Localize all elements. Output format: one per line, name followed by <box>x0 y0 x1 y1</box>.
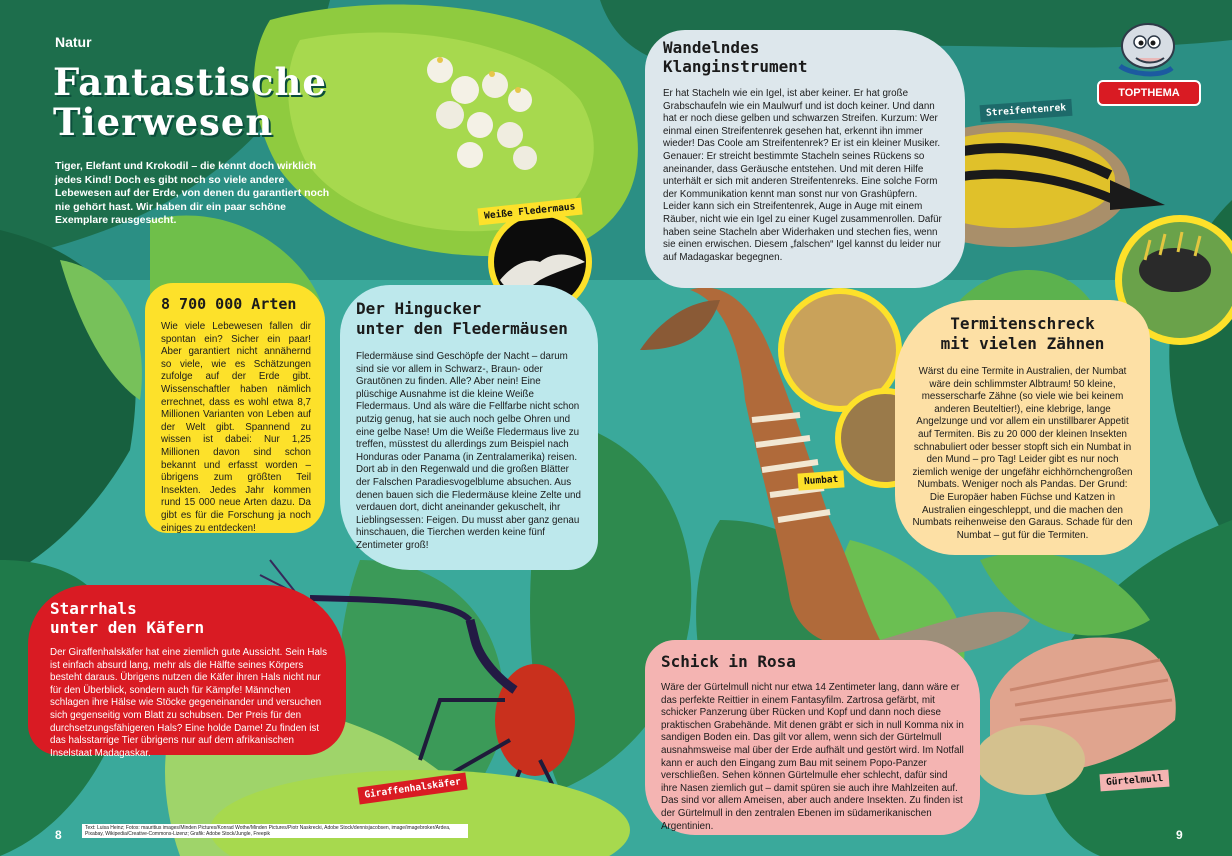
label-streifentenrek: Streifentenrek <box>980 99 1073 122</box>
section-tag: Natur <box>55 34 92 50</box>
page-title-line1: Fantastische <box>53 60 327 104</box>
kaefer-box <box>28 585 346 759</box>
label-giraffenhalskaefer: Giraffenhalskäfer <box>357 772 468 804</box>
topthema-badge: TOPTHEMA <box>1097 80 1201 106</box>
kaefer-title-line2: unter den Käfern <box>50 618 205 637</box>
fledermaus-text: Fledermäuse sind Geschöpfe der Nacht – darum sind sie vor allem in Schwarz-, Braun- oder Grautönen zu finden. Alle? Aber nein! Eine plüschige Ausnahme ist die kleine Weiße Fledermaus. Und als wäre die Fellfarbe nicht schon putzig genug, hat sie auch noch gelbe Ohren und eine gelbe Nase! Um die Weiße Fledermaus live zu treffen, müsstest du allerdings zum Beispiel nach Honduras oder Panama (in Zentralamerika) reisen. Dort ab in den Regenwald und die großen Blätter der Falschen Paradiesvogelblume absuchen. Aus denen bauen sich die Fledermäuse kleine Zelte und verdauen dort, dicht aneinander gekuschelt, ihr Lieblingsessen: Feigen. Du musst aber ganz genau hinschauen, die Tierchen werden keine fünf Zentimeter groß! <box>356 351 581 551</box>
kaefer-text: Der Giraffenhalskäfer hat eine ziemlich gute Aussicht. Sein Hals ist einfach absurd lang, mehr als die Hälfte seines Körpers besteht daraus. Übrigens nutzen die Käfer ihren Hals nicht nur für den Überblick, sondern auch für Kämpfe! Männchen schlagen ihre Hälse wie Stöcke gegeneinander und versuchen sich gegenseitig vom Blatt zu schubsen. Der Preis für den durchsetzungsfähigeren Hals? Eine holde Dame! Zu finden ist das halsstarrige Tier übrigens nur auf dem afrikanischen Inselstaat Madagaskar. <box>50 647 327 759</box>
page-title-line2: Tierwesen <box>53 100 274 144</box>
numbat-text: Wärst du eine Termite in Australien, der Numbat wäre dein schlimmster Albtraum! 50 kleine, messerscharfe Zähne (so viele wie bei keinem anderen Beuteltier!), eine klebrige, lange Angelzunge und vor allem ein unstillbarer Appetit auf Termiten. Bis zu 20 000 der kleinen Insekten schnabuliert oder besser stopft sich ein Numbat in den Mund – pro Tag! Leider gibt es nur noch ziemlich wenige der ungefähr eichhörnchengroßen Numbats. Weniger noch als Pandas. Der Grund: Die Europäer haben Füchse und Katzen in Australien eingeschleppt, und die machen den Numbats reihenweise den Garaus. Schade für den Numbat – gut für die Termiten. <box>912 366 1133 541</box>
streifentenrek-title-line1: Wandelndes <box>663 38 760 57</box>
arten-title: 8 700 000 Arten <box>161 295 297 313</box>
page-number-right: 9 <box>1176 828 1183 842</box>
kaefer-title-line1: Starrhals <box>50 599 137 618</box>
arten-text: Wie viele Lebewesen fallen dir spontan ein? Sicher ein paar! Aber garantiert nicht annähernd so viele, wie es Schätzungen zufolge auf der Erde gibt. Wissenschaftler haben nämlich errechnet, dass es wohl etwa 8,7 Millionen Varianten von Leben auf der Welt gibt. Spannend zu wissen ist dabei: Nur 1,25 Millionen davon sind schon bekannt und erfasst worden – übrigens zum größten Teil Insekten. Jedes Jahr kommen rund 15 000 neue Arten dazu. Da gibt es für die Forschung ja noch einiges zu entdecken! <box>161 321 311 534</box>
numbat-title-line2: mit vielen Zähnen <box>940 334 1105 353</box>
guertelmull-text: Wäre der Gürtelmull nicht nur etwa 14 Zentimeter lang, dann wäre er das perfekte Reittier in einem Fantasyfilm. Zartrosa gefärbt, mit schicker Panzerung über Rücken und Kopf und dann noch diese praktischen Grabehände. Mit denen gräbt er sich in null Komma nix in sandigen Boden ein. Das gilt vor allem, wenn sich der Gürtelmull ausnahmsweise mal über der Erde aufhält und gestört wird. Im Notfall kann er auch den Eingang zum Bau mit seinem Popo-Panzer verschließen. Sehen können Gürtelmulle eher schlecht, dafür sind ihre Nasen ziemlich gut – damit spüren sie auch ihre Mahlzeiten auf. Das sind vor allem Ameisen, aber auch andere Insekten. Zu finden ist der Gürtelmull in den zentralen Ebenen im südamerikanischen Argentinien. <box>661 682 964 832</box>
numbat-title <box>909 314 1136 354</box>
intro-text: Tiger, Elefant und Krokodil – die kennt doch wirklich jedes Kind! Doch es gibt noch so viele andere Lebewesen auf der Erde, von denen du garantiert noch nie gehört hast. Wir haben dir ein paar schöne Exemplare rausgesucht. <box>55 160 330 226</box>
numbat-title-line1: Termitenschreck <box>950 314 1095 333</box>
fledermaus-box <box>340 285 598 570</box>
fledermaus-title <box>356 299 582 339</box>
fledermaus-title-line2: unter den Fledermäusen <box>356 319 568 338</box>
page-number-left: 8 <box>55 828 62 842</box>
label-guertelmull: Gürtelmull <box>1099 770 1169 792</box>
streifentenrek-title <box>663 38 947 76</box>
page-title <box>53 62 393 142</box>
numbat-box <box>895 300 1150 555</box>
fledermaus-title-line1: Der Hingucker <box>356 299 482 318</box>
streifentenrek-title-line2: Klanginstrument <box>663 57 808 76</box>
streifentenrek-text: Er hat Stacheln wie ein Igel, ist aber keiner. Er hat große Grabschaufeln wie ein Maulwurf und ist doch keiner. Und dann hat er noch diese gelben und schwarzen Streifen. Kurzum: Wer einmal einen Streifentenrek gesehen hat, erkennt ihn immer wieder! Das Coole am Streifentenrek? Er ist ein kleiner Musiker. Genauer: Er streicht bestimmte Stacheln seines Rückens so aneinander, dass Geräusche entstehen. Und mit deren Hilfe unterhält er sich mit anderen Streifentenreks. Eine solche Form der Kommunikation kennt man sonst nur von Grashüpfern. Leider kann sich ein Streifentenrek, Auge in Auge mit einem Räuber, nicht wie ein Igel zu einer Kugel zusammenrollen. Dafür haben seine Stacheln aber Widerhaken und stechen fies, wenn sie einen erwischen. Diesem „falschen“ Igel kannst du leider nur auf Madagaskar begegnen. <box>663 88 942 263</box>
kaefer-title <box>50 599 332 637</box>
label-numbat: Numbat <box>797 470 844 490</box>
label-weisse-fledermaus: Weiße Fledermaus <box>477 198 582 226</box>
streifentenrek-box <box>645 30 965 288</box>
guertelmull-box <box>645 640 980 835</box>
arten-box <box>145 283 325 533</box>
guertelmull-title: Schick in Rosa <box>661 652 796 671</box>
photo-credits: Text: Luisa Heinz; Fotos: mauritius images/Minden Pictures/Konrad Wothe/Minden Pictures/Piotr Naskrecki, Adobe Stock/dennisjacobsen, image/imagebroker/Ardea, Pixabay, Wikipedia/Creative-Commons-Lizenz; Grafik: Adobe Stock/Jungle, Freepik <box>82 824 468 838</box>
mascot-icon <box>1110 18 1180 82</box>
